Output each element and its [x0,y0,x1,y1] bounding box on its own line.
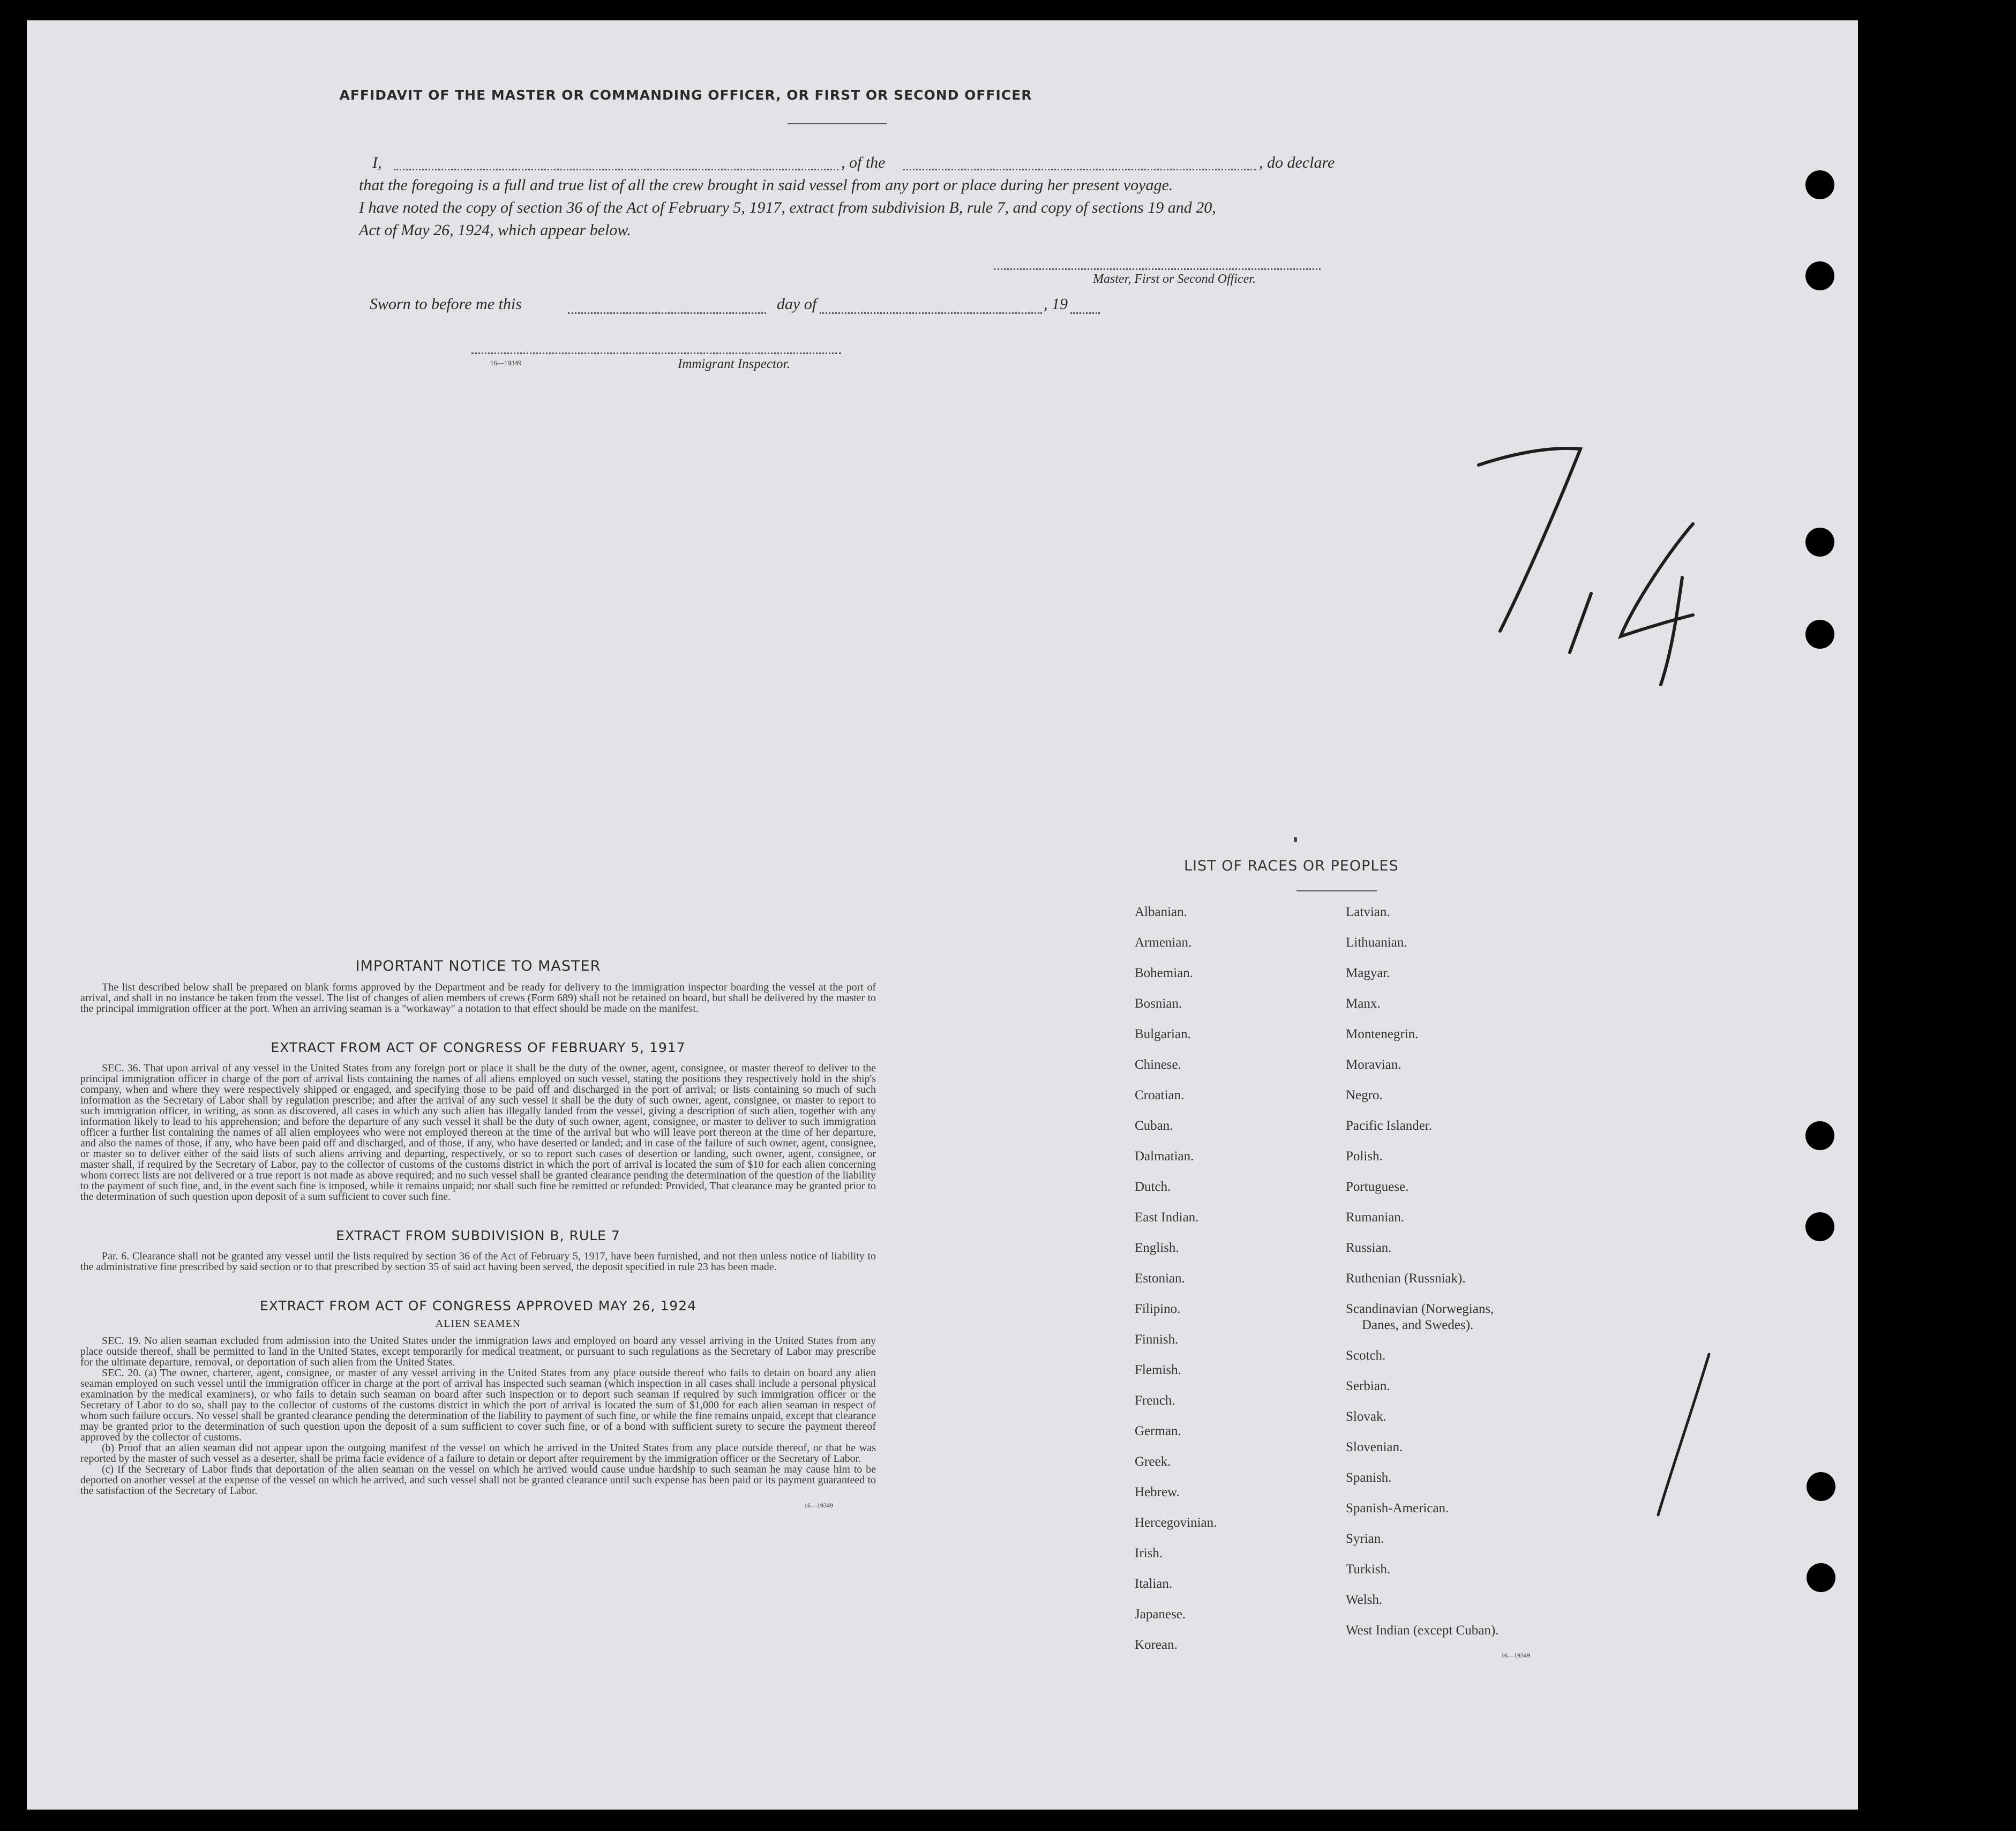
races-title: LIST OF RACES OR PEOPLES [1184,858,1399,874]
vessel-field[interactable] [903,169,1256,170]
race-item: Bulgarian. [1135,1027,1191,1041]
sworn-line [370,295,1120,318]
race-item: Lithuanian. [1346,935,1407,950]
notice-text: The list described below shall be prepared on blank forms approved by the Department and be ready for delivery to the immigration inspector boarding the vessel at the port of arrival, and shall in no instance be taken from the vessel. The list of changes of alien members of crews (Form 689) shall not be retained on board, but shall be delivered by the master to the principal immigration officer at the port. When an arriving seaman is a "workaway" a notation to that effect should be made on the manifest. [80,981,876,1015]
rule7-title: EXTRACT FROM SUBDIVISION B, RULE 7 [336,1228,620,1243]
sworn-label: Sworn to before me this [370,295,522,313]
race-item: French. [1135,1393,1175,1408]
race-item: Pacific Islander. [1346,1119,1433,1133]
races-form-code: 16—19349 [1501,1652,1530,1659]
alien-seamen-heading: ALIEN SEAMEN [435,1318,521,1330]
race-item: Estonian. [1135,1271,1185,1286]
sworn-day-field[interactable] [568,312,766,314]
race-item: Scotch. [1346,1348,1386,1363]
race-item: Japanese. [1135,1607,1186,1622]
day-of-label: day of [777,295,817,313]
sec20b-text: (b) Proof that an alien seaman did not appear upon the outgoing manifest of the vessel on which he arrived in the United States from any place outside thereof, or that he was reported by the master of such vessel as a deserter, shall be prima facie evidence of a failure to detain or deport after requirement by the immigration officer or the Secretary of Labor. [80,1442,876,1465]
inspector-signature-line[interactable] [471,352,841,354]
race-item: Italian. [1135,1577,1173,1591]
race-item: Cuban. [1135,1119,1173,1133]
race-item: Dalmatian. [1135,1149,1194,1164]
ink-speck [1294,837,1297,842]
race-item: Flemish. [1135,1363,1181,1377]
race-item: Croatian. [1135,1088,1185,1102]
race-item: Manx. [1346,996,1381,1011]
race-item: Rumanian. [1346,1210,1405,1225]
race-item: Montenegrin. [1346,1027,1419,1041]
i-label: I, [372,154,382,171]
race-item: Russian. [1346,1241,1392,1255]
race-item: Greek. [1135,1454,1171,1469]
name-field[interactable] [394,169,838,170]
race-item: Negro. [1346,1088,1383,1102]
race-item: Filipino. [1135,1302,1181,1316]
race-item: Syrian. [1346,1532,1384,1546]
race-item: Latvian. [1346,905,1390,919]
sec20a-text: SEC. 20. (a) The owner, charterer, agent, consignee, or master of any vessel arriving in the United States from any place outside thereof who fails to detain on board any alien seaman employed on such vessel until the immigration officer in charge at the port of arrival has inspected such seaman (which inspection in all cases shall include a personal physical examination by the medical examiners), or who fails to detain such seaman on board after such inspection or to deport such seaman if required by such immigration officer or the Secretary of Labor to do so, shall pay to the collector of customs of the customs district in which the port of arrival is located the sum of $1,000 for each alien seaman in respect of whom such failure occurs. No vessel shall be granted clearance pending the determination of the liability to payment of such fine, or while the fine remains unpaid, except that clearance may be granted prior to the determination of such question upon the deposit of a sum sufficient to cover such fine, or of a bond with sufficient surety to secure the payment thereof approved by the collector of customs. [80,1367,876,1443]
race-item: Finnish. [1135,1332,1179,1347]
race-item: Bohemian. [1135,966,1194,980]
handwritten-number [1468,417,1720,695]
race-item: Hebrew. [1135,1485,1180,1499]
notice-section [80,958,876,1510]
punch-hole [1805,170,1834,199]
title-underline [788,123,887,124]
sworn-year-field[interactable] [1070,312,1100,314]
of-the-label: , of the [841,154,886,171]
race-item: Serbian. [1346,1379,1390,1393]
form-code-top: 16—19349 [490,359,522,367]
punch-hole [1805,1121,1834,1150]
affidavit-line-4: Act of May 26, 1924, which appear below. [359,221,631,239]
sworn-month-field[interactable] [820,312,1042,314]
notice-form-code: 16—19349 [804,1502,833,1509]
race-item: Magyar. [1346,966,1390,980]
act-1917-title: EXTRACT FROM ACT OF CONGRESS OF FEBRUARY 5, 1917 [271,1040,686,1055]
race-item: Dutch. [1135,1180,1171,1194]
do-declare-label: , do declare [1259,154,1335,171]
race-item: Armenian. [1135,935,1192,950]
race-item: Spanish-American. [1346,1501,1449,1515]
race-item: Bosnian. [1135,996,1182,1011]
year-label: , 19 [1044,295,1068,313]
sec36-text: SEC. 36. That upon arrival of any vessel in the United States from any foreign port or place it shall be the duty of the owner, agent, consignee, or master thereof to deliver to the principal immigration officer in charge of the port of arrival lists containing the names of all aliens employed on such vessel, stating the positions they respectively hold in the ship's company, when and where they were respectively shipped or engaged, and specifying those to be paid off and discharged in the port of arrival; or lists containing so much of such information as the Secretary of Labor shall by regulation prescribe; and after the arrival of any such vessel it shall be the duty of such owner, agent, consignee, or master to report to such immigration officer, in writing, as soon as discovered, all cases in which any such alien has illegally landed from the vessel, giving a description of such alien, together with any information likely to lead to his apprehension; and before the departure of any such vessel it shall be the duty of such owner, agent, consignee, or master to deliver to such immigration officer a further list containing the names of all alien employees who were not employed thereon at the time of the arrival but who will leave port thereon at the time of her departure, and also the names of those, if any, who have been paid off and discharged, and of those, if any, who have deserted or landed; and in case of the failure of such owner, agent, consignee, or master so to deliver either of the said lists of such aliens arriving and departing, respectively, or so to report such cases of desertion or landing, such owner, agent, consignee, or master shall, if required by the Secretary of Labor, pay to the collector of customs of the customs district in which the port of arrival is located the sum of $10 for each alien concerning whom correct lists are not delivered or a true report is not made as above required; and no such vessel shall be granted clearance pending the determination of the question of the liability to the payment of such fine, and, in the event such fine is imposed, while it remains unpaid; nor shall such fine be remitted or refunded: Provided, That clearance may be granted prior to the determination of such question upon deposit of a sum sufficient to cover such fine. [80,1062,876,1203]
race-item: Korean. [1135,1638,1178,1652]
act-1924-title: EXTRACT FROM ACT OF CONGRESS APPROVED MAY 26, 1924 [259,1298,697,1314]
races-right-column [1346,904,1498,1653]
race-item: Irish. [1135,1546,1163,1560]
punch-hole [1805,1212,1834,1241]
race-item: Hercegovinian. [1135,1515,1217,1530]
document-page [27,20,1858,1810]
races-left-column [1135,904,1217,1668]
race-item: Moravian. [1346,1057,1402,1072]
handwritten-mark [1650,1349,1714,1520]
punch-hole [1805,528,1834,557]
race-item: Chinese. [1135,1057,1181,1072]
sec19-text: SEC. 19. No alien seaman excluded from admission into the United States under the immigration laws and employed on board any vessel arriving in the United States from any place outside thereof, shall be permitted to land in the United States, except temporarily for medical treatment, or pursuant to such regulations as the Secretary of Labor may prescribe for the ultimate departure, removal, or deportation of such alien from the United States. [80,1335,876,1368]
race-item: German. [1135,1424,1181,1438]
race-item: Turkish. [1346,1562,1391,1577]
race-item: English. [1135,1241,1179,1255]
punch-hole [1805,261,1834,290]
race-item: Spanish. [1346,1470,1392,1485]
race-item: West Indian (except Cuban). [1346,1623,1499,1638]
affidavit-line-2: that the foregoing is a full and true list of all the crew brought in said vessel from any port or place during her present voyage. [359,176,1173,194]
race-item: Portuguese. [1346,1180,1409,1194]
inspector-label: Immigrant Inspector. [678,357,790,371]
races-title-underline [1296,890,1377,891]
race-item: Slovenian. [1346,1440,1403,1454]
race-item: Danes, and Swedes). [1362,1318,1474,1332]
affidavit-title: AFFIDAVIT OF THE MASTER OR COMMANDING OFFICER, OR FIRST OR SECOND OFFICER [339,87,1032,103]
race-item: Ruthenian (Russniak). [1346,1271,1466,1286]
race-item: Scandinavian (Norwegians, [1346,1302,1494,1316]
affidavit-text [359,152,1374,242]
master-signature-line[interactable] [994,268,1321,270]
notice-title: IMPORTANT NOTICE TO MASTER [355,958,601,974]
punch-hole [1807,1563,1835,1592]
punch-hole [1807,1472,1835,1501]
punch-hole [1805,620,1834,649]
race-item: Albanian. [1135,905,1187,919]
race-item: East Indian. [1135,1210,1199,1225]
rule7-text: Par. 6. Clearance shall not be granted any vessel until the lists required by section 36 of the Act of February 5, 1917, have been furnished, and not then unless notice of liability to the administrative fine prescribed by said section or to that prescribed by section 35 of said act having been served, the deposit specified in rule 23 has been made. [80,1250,876,1273]
race-item: Polish. [1346,1149,1383,1164]
race-item: Slovak. [1346,1409,1387,1424]
master-signature-label: Master, First or Second Officer. [1093,272,1256,286]
sec20c-text: (c) If the Secretary of Labor finds that deportation of the alien seaman on the vessel on which he arrived would cause undue hardship to such seaman he may cause him to be deported on another vessel at the expense of the vessel on which he arrived, and such vessel shall not be granted clearance until such expense has been paid or its payment guaranteed to the satisfaction of the Secretary of Labor. [80,1464,876,1497]
race-item: Welsh. [1346,1593,1383,1607]
affidavit-line-3: I have noted the copy of section 36 of the Act of February 5, 1917, extract from subdivision B, rule 7, and copy of sections 19 and 20, [359,199,1216,216]
